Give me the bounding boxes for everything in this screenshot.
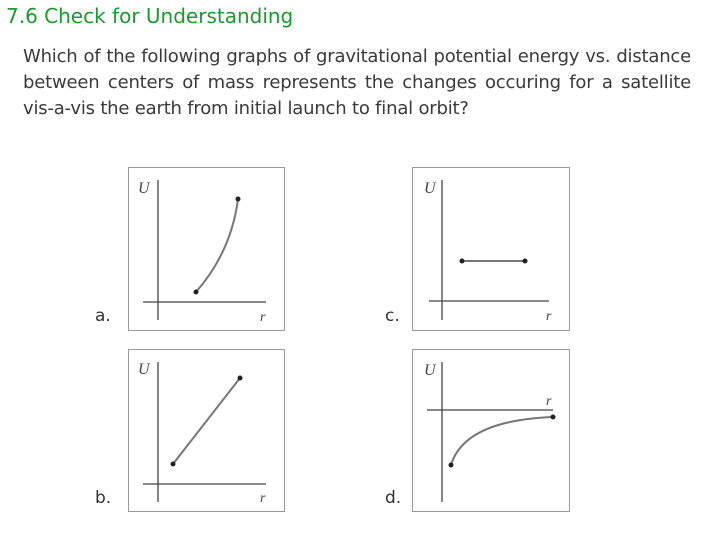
graph-c-end-point (523, 259, 528, 264)
choice-d-label[interactable]: d. (385, 488, 402, 508)
graph-a[interactable] (128, 167, 285, 331)
graph-d-curve (451, 417, 553, 465)
graph-b[interactable] (128, 349, 285, 512)
graph-b-curve (173, 378, 240, 464)
graph-d-start-point (449, 463, 454, 468)
graph-b-r-label: r (260, 491, 266, 506)
slide-title: 7.6 Check for Understanding (6, 4, 294, 28)
graph-a-end-point (236, 197, 241, 202)
graph-d-end-point (551, 415, 556, 420)
graph-c-plot (413, 168, 569, 330)
graph-d-plot (413, 350, 569, 511)
graph-c-r-label: r (546, 309, 552, 324)
graph-d[interactable] (412, 349, 570, 512)
graph-c[interactable] (412, 167, 570, 331)
graph-b-plot (129, 350, 284, 511)
graph-a-r-label: r (260, 310, 266, 325)
choice-c-label[interactable]: c. (385, 306, 400, 326)
graph-d-u-label: U (424, 362, 436, 379)
graph-c-start-point (460, 259, 465, 264)
graph-b-end-point (238, 376, 243, 381)
choice-a-label[interactable]: a. (95, 306, 111, 326)
graph-b-u-label: U (138, 361, 150, 378)
choice-b-label[interactable]: b. (95, 488, 112, 508)
graph-b-start-point (171, 462, 176, 467)
question-text: Which of the following graphs of gravitational potential energy vs. distance between centers of mass represents the changes occuring for a satellite vis-a-vis the earth from initial launch to final orbit? (23, 46, 691, 119)
graph-a-curve (196, 199, 238, 292)
graph-c-u-label: U (424, 180, 436, 197)
graph-d-r-label: r (546, 394, 552, 409)
graph-a-plot (129, 168, 284, 330)
graph-a-start-point (194, 290, 199, 295)
graph-a-u-label: U (138, 180, 150, 197)
